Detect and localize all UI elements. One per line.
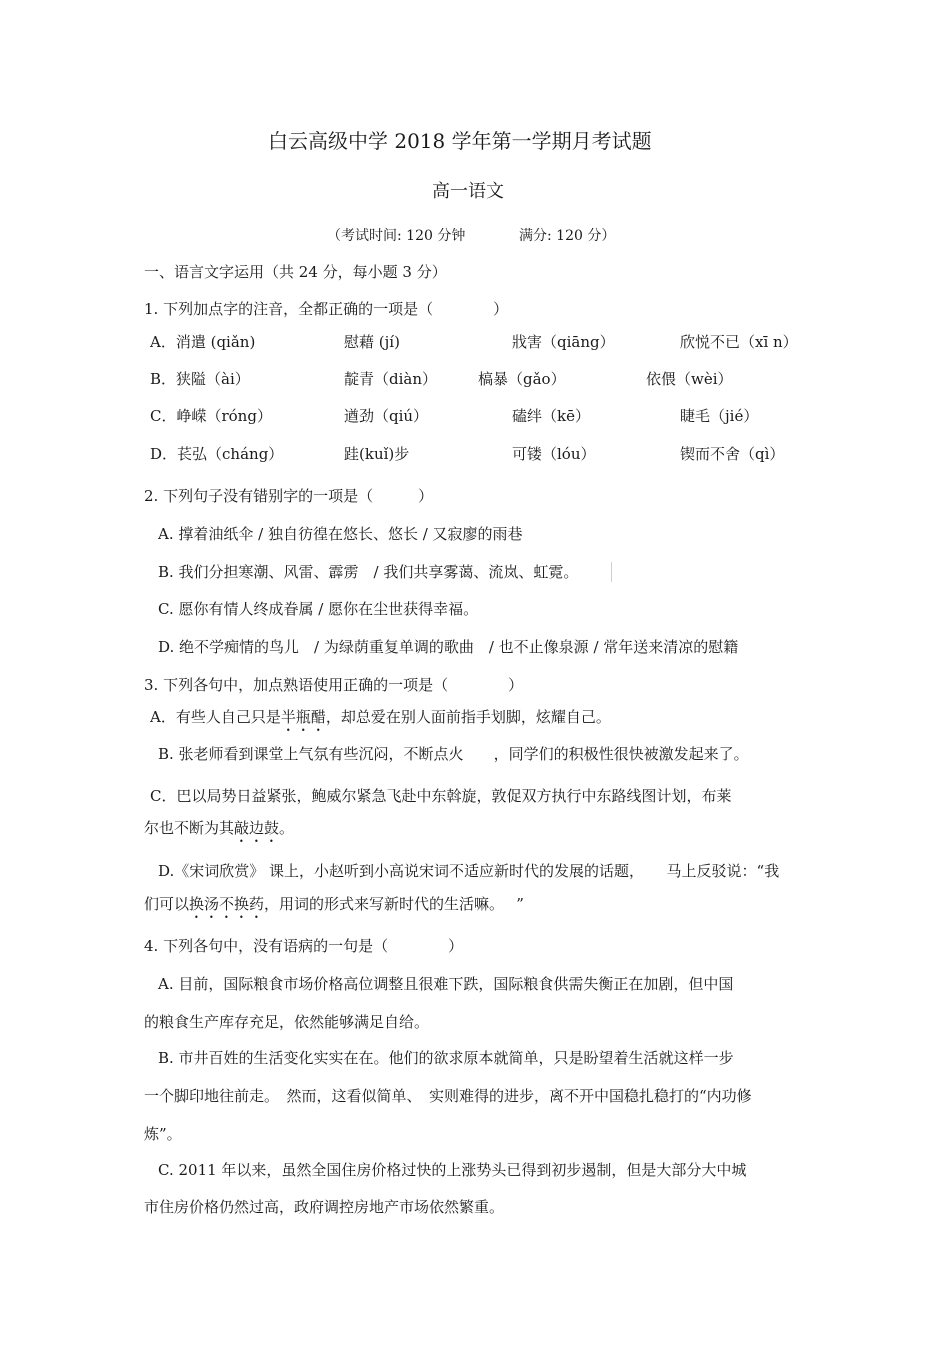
q3-b-pre: B. 张老师看到课堂上气氛有些沉闷，不断点火 [158, 745, 464, 763]
q3-option-c-line2 [144, 819, 294, 846]
q2-option-b: B. 我们分担寒潮、风雷、霹雳 / 我们共享雾蔼、流岚、虹霓。 [158, 563, 579, 581]
q1-b-2: 靛青（diàn） [344, 370, 438, 388]
q3-a-post: ，却总爱在别人面前指手划脚，炫耀自己。 [325, 708, 611, 726]
q3-option-d-line1: D.《宋词欣赏》 课上，小赵听到小高说宋词不适应新时代的发展的话题， 马上反驳说：“我 [158, 862, 780, 880]
q3-b-post: ，同学们的积极性很快被激发起来了。 [493, 745, 749, 763]
q3-d-idiom: 换汤不换药 [189, 895, 265, 913]
q2-option-d: D. 绝不学痴情的鸟儿 / 为绿荫重复单调的歌曲 / 也不止像泉源 / 常年送来清凉的慰籍 [158, 638, 739, 656]
question-2-stem: 2. 下列句子没有错别字的一项是（ ） [144, 487, 434, 505]
full-score: 满分: 120 分） [519, 228, 616, 244]
question-1-stem: 1. 下列加点字的注音，全都正确的一项是（ ） [144, 300, 509, 318]
q3-c-pre: 尔也不断为其 [144, 819, 235, 837]
q3-option-a [150, 708, 611, 735]
q3-option-d-line2 [144, 895, 524, 922]
q1-a-4: 欣悦不已（xī n） [680, 333, 798, 351]
exam-title: 白云高级中学 2018 学年第一学期月考试题 [268, 129, 652, 153]
q4-option-c-line2: 市住房价格仍然过高，政府调控房地产市场依然繁重。 [144, 1198, 505, 1216]
q3-d-pre: 们可以 [144, 895, 190, 913]
q4-option-b-line3: 炼”。 [144, 1125, 182, 1143]
q4-option-b-line1: B. 市井百姓的生活变化实实在在。他们的欲求原本就简单，只是盼望着生活就这样一步 [158, 1049, 734, 1067]
q2-option-c: C. 愿你有情人终成眷属 / 愿你在尘世获得幸福。 [158, 600, 479, 618]
text-box-edge [611, 562, 612, 582]
q1-c-1: C．峥嵘（róng） [150, 407, 272, 425]
q3-option-b [158, 745, 749, 772]
question-4-stem: 4. 下列各句中，没有语病的一句是（ ） [144, 937, 464, 955]
q2-option-a: A. 撑着油纸伞 / 独自彷徨在悠长、悠长 / 又寂廖的雨巷 [158, 525, 523, 543]
q1-d-3: 可镂（lóu） [512, 445, 596, 463]
q1-a-3: 戕害（qiāng） [512, 333, 615, 351]
q1-d-4: 锲而不舍（qì） [680, 445, 785, 463]
q1-c-3: 磕绊（kē） [512, 407, 590, 425]
q3-a-pre: A．有些人自己只是 [150, 708, 281, 726]
q1-d-1: D．苌弘（cháng） [150, 445, 284, 463]
q3-b-idiom [464, 745, 494, 763]
q4-option-a-line1: A. 目前，国际粮食市场价格高位调整且很难下跌，国际粮食供需失衡正在加剧，但中国 [158, 975, 734, 993]
q4-option-c-line1: C. 2011 年以来，虽然全国住房价格过快的上涨势头已得到初步遏制，但是大部分大中城 [158, 1161, 747, 1179]
q1-b-3: 槁暴（gǎo） [478, 370, 566, 388]
exam-time: （考试时间: 120 分钟 [327, 228, 466, 244]
q3-a-idiom: 半瓶醋 [280, 708, 326, 726]
q1-d-2: 跬(kuǐ)步 [344, 445, 410, 463]
q3-option-c-line1: C．巴以局势日益紧张，鲍威尔紧急飞赴中东斡旋，敦促双方执行中东路线图计划，布莱 [150, 787, 732, 805]
q3-d-post: ，用词的形式来写新时代的生活嘛。 ” [264, 895, 524, 913]
q1-b-4: 依偎（wèi） [646, 370, 733, 388]
question-3-stem: 3. 下列各句中，加点熟语使用正确的一项是（ ） [144, 676, 524, 694]
q1-a-2: 慰藉 (jí) [344, 333, 400, 351]
q1-c-2: 遒劲（qiú） [344, 407, 429, 425]
section-heading: 一、语言文字运用（共 24 分，每小题 3 分） [144, 263, 447, 281]
subject-title: 高一语文 [432, 181, 504, 202]
q1-a-1: A．消遣 (qiǎn) [150, 333, 256, 351]
q1-b-1: B．狭隘（ài） [150, 370, 250, 388]
q4-option-b-line2: 一个脚印地往前走。 然而，这看似简单、 实则难得的进步，离不开中国稳扎稳打的“内功修 [144, 1087, 752, 1105]
q4-option-a-line2: 的粮食生产库存充足，依然能够满足自给。 [144, 1013, 430, 1031]
q3-c-post: 。 [279, 819, 295, 837]
q3-c-idiom: 敲边鼓 [234, 819, 280, 837]
q1-c-4: 睫毛（jié） [680, 407, 759, 425]
